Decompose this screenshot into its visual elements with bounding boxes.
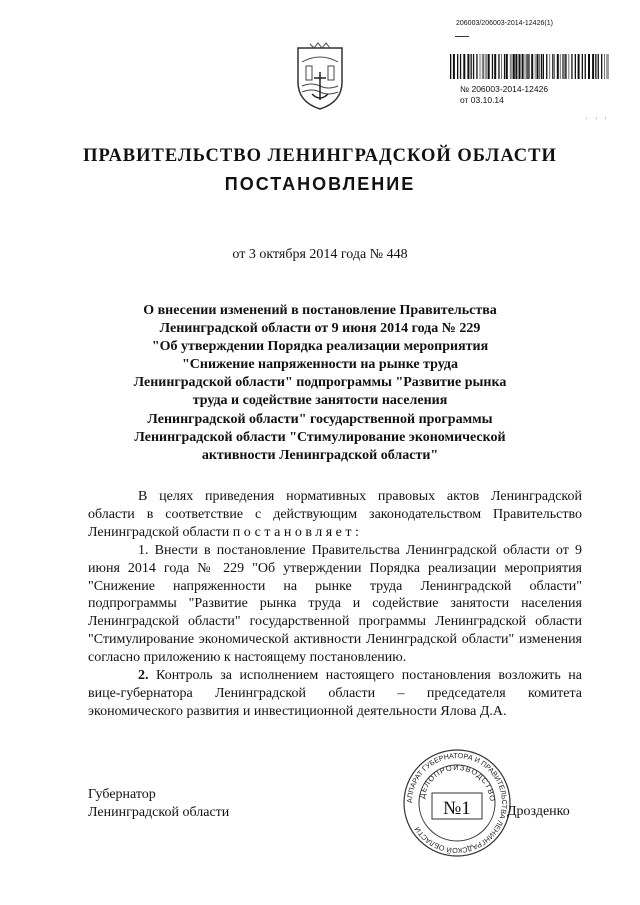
barcode-bar bbox=[453, 54, 455, 79]
barcode-bar bbox=[485, 54, 486, 79]
divider bbox=[455, 36, 469, 37]
barcode-bar bbox=[519, 54, 521, 79]
document-date-number: от 3 октября 2014 года № 448 bbox=[232, 247, 408, 262]
barcode-bar bbox=[557, 54, 559, 79]
barcode-bar bbox=[510, 54, 511, 79]
barcode-bar bbox=[457, 54, 458, 79]
barcode-bar bbox=[595, 54, 596, 79]
barcode-bar bbox=[571, 54, 572, 79]
margin-marks: ' ' ' bbox=[586, 116, 610, 125]
barcode-bar bbox=[552, 54, 553, 79]
barcode-bar bbox=[562, 54, 563, 79]
stamp-number: №1 bbox=[443, 798, 471, 819]
barcode-bar bbox=[501, 54, 502, 79]
barcode-bar bbox=[569, 54, 570, 79]
barcode-bar bbox=[504, 54, 505, 79]
barcode-bar bbox=[525, 54, 526, 79]
barcode-bar bbox=[515, 54, 517, 79]
barcode-bar bbox=[604, 54, 605, 79]
subject-line: Ленинградской области" подпрограммы "Развитие рынка bbox=[133, 375, 507, 391]
position-line: Губернатор bbox=[88, 787, 156, 802]
barcode-bar bbox=[494, 54, 496, 79]
item-1-text: Внести в постановление Правительства Ленинградской области от 9 июня 2014 года № 229 "Об утверждении Порядка реализации мероприятия "Снижение напряженности на рынке труда Ленинградской области" подпрограммы "Развитие рынка труда и содействие занятости населения Ленинградской области" государственной программы Ленинградской области "Стимулирование экономической активности Ленинградской области" изменения согласно приложению к настоящему постановлению. bbox=[88, 542, 582, 666]
barcode-bar bbox=[467, 54, 469, 79]
barcode-bar bbox=[506, 54, 508, 79]
subject-line: Ленинградской области от 9 июня 2014 года № 229 bbox=[159, 321, 481, 337]
barcode-bar bbox=[488, 54, 490, 79]
barcode-bar bbox=[607, 54, 608, 79]
barcode-bar bbox=[560, 54, 561, 79]
barcode-bar bbox=[546, 54, 547, 79]
stamp-outer-text: АППАРАТ ГУБЕРНАТОРА И ПРАВИТЕЛЬСТВА ЛЕНИНГРАДСКОЙ ОБЛАСТИ bbox=[404, 750, 510, 856]
item-2-number: 2. bbox=[138, 668, 149, 684]
barcode-bar bbox=[522, 54, 524, 79]
barcode-bar bbox=[526, 54, 527, 79]
official-stamp bbox=[402, 748, 512, 858]
subject-line: Ленинградской области" государственной программы bbox=[147, 411, 493, 427]
preamble-text: В целях приведения нормативных правовых актов Ленинградской области в соответствие с действующим законодательством Правительство Ленинградской области bbox=[88, 489, 582, 540]
barcode-bar bbox=[471, 54, 472, 79]
barcode-bar bbox=[535, 54, 536, 79]
resolves-word: постановляет: bbox=[232, 524, 363, 540]
barcode-bar bbox=[582, 54, 583, 79]
barcode-bar bbox=[563, 54, 564, 79]
subject-line: труда и содействие занятости населения bbox=[192, 393, 448, 409]
barcode-bar bbox=[598, 54, 599, 79]
government-name: ПРАВИТЕЛЬСТВО ЛЕНИНГРАДСКОЙ ОБЛАСТИ bbox=[83, 146, 557, 166]
position-line: Ленинградской области bbox=[88, 804, 230, 820]
registration-number: № 206003-2014-12426 bbox=[460, 84, 549, 94]
barcode-bar bbox=[487, 54, 488, 79]
item-2-text: Контроль за исполнением настоящего постановления возложить на вице-губернатора Ленинградской области – председателя комитета экономического развития и инвестиционной деятельности Ялова Д.А. bbox=[88, 668, 583, 719]
barcode-bar bbox=[543, 54, 544, 79]
item-2 bbox=[88, 667, 582, 721]
barcode-bar bbox=[476, 54, 477, 79]
barcode-bar bbox=[482, 54, 483, 79]
subject-line: "Об утверждении Порядка реализации мероприятия bbox=[151, 339, 489, 355]
barcode-bar bbox=[528, 54, 529, 79]
signatory-position bbox=[88, 786, 229, 822]
barcode-bar bbox=[539, 54, 540, 79]
barcode-bar bbox=[473, 54, 474, 79]
barcode-bar bbox=[492, 54, 493, 79]
document-code: 206003/206003-2014-12426(1) bbox=[456, 20, 553, 27]
barcode-bar bbox=[460, 54, 461, 79]
barcode-bar bbox=[450, 54, 451, 79]
barcode-bar bbox=[463, 54, 465, 79]
barcode bbox=[450, 54, 610, 79]
subject-line: Ленинградской области "Стимулирование экономической bbox=[134, 429, 506, 445]
barcode-bar bbox=[512, 54, 513, 79]
signatory-name: Дрозденко bbox=[507, 804, 570, 819]
stamp-inner-text: ДЕЛОПРОИЗВОДСТВО bbox=[417, 762, 498, 803]
barcode-bar bbox=[513, 54, 515, 79]
coat-of-arms-icon bbox=[292, 42, 348, 112]
barcode-bar bbox=[537, 54, 539, 79]
registration-date: от 03.10.14 bbox=[460, 95, 504, 105]
subject-line: "Снижение напряженности на рынке труда bbox=[182, 357, 458, 373]
barcode-bar bbox=[601, 54, 602, 79]
barcode-bar bbox=[585, 54, 586, 79]
barcode-bar bbox=[565, 54, 566, 79]
document-body bbox=[88, 488, 582, 721]
barcode-bar bbox=[575, 54, 576, 79]
barcode-bar bbox=[498, 54, 499, 79]
registration-info bbox=[460, 84, 548, 106]
subject-line: О внесении изменений в постановление Правительства bbox=[143, 303, 497, 318]
item-1-number: 1. bbox=[138, 542, 149, 558]
barcode-bar bbox=[550, 54, 551, 79]
barcode-bar bbox=[541, 54, 542, 79]
barcode-bar bbox=[554, 54, 555, 79]
subject-line: активности Ленинградской области" bbox=[201, 447, 439, 463]
barcode-bar bbox=[480, 54, 481, 79]
document-subject bbox=[120, 302, 520, 465]
document-type: ПОСТАНОВЛЕНИЕ bbox=[224, 174, 416, 194]
barcode-bar bbox=[578, 54, 580, 79]
barcode-bar bbox=[592, 54, 594, 79]
item-1 bbox=[88, 542, 582, 667]
barcode-bar bbox=[588, 54, 590, 79]
barcode-bar bbox=[608, 54, 609, 79]
barcode-bar bbox=[531, 54, 533, 79]
preamble-paragraph bbox=[88, 488, 582, 542]
barcode-bar bbox=[483, 54, 484, 79]
barcode-bar bbox=[566, 54, 567, 79]
